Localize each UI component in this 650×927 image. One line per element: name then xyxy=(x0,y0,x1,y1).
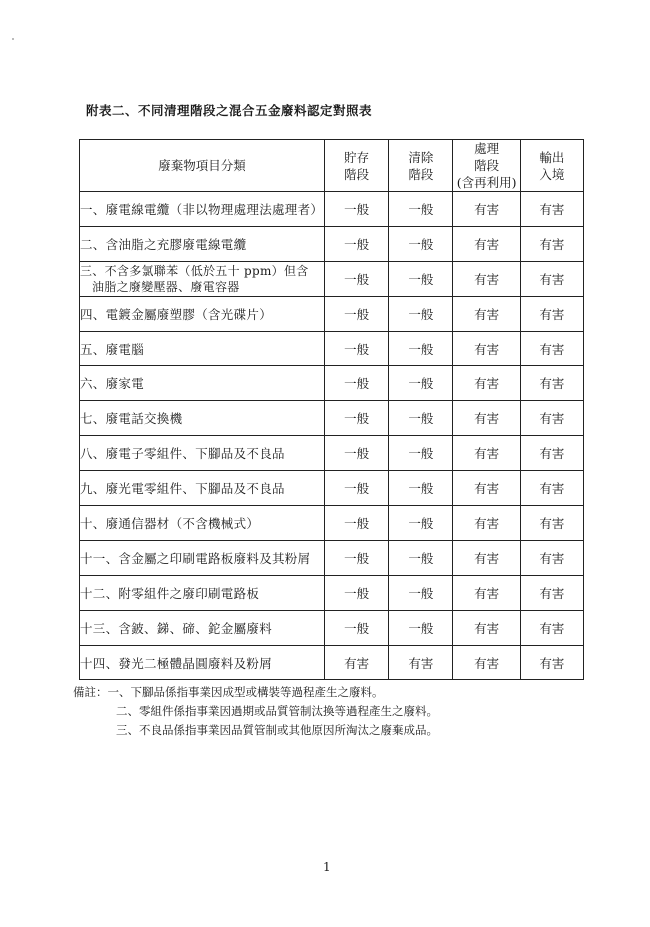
scan-speck xyxy=(12,38,14,40)
item-line: 三、不含多氯聯苯（低於五十 ppm）但含 xyxy=(80,263,309,278)
header-clearance-line1: 清除 xyxy=(408,149,434,165)
table-row xyxy=(80,575,584,610)
item-cell: 六、廢家電 xyxy=(80,366,325,401)
storage-cell: 有害 xyxy=(324,645,388,680)
item-cell: 十四、發光二極體晶圓廢料及粉屑 xyxy=(80,645,325,680)
storage-cell: 一般 xyxy=(324,192,388,227)
clearance-cell: 一般 xyxy=(389,575,453,610)
storage-cell: 一般 xyxy=(324,436,388,471)
table-row xyxy=(80,261,584,296)
table-row xyxy=(80,366,584,401)
table-title: 附表二、不同清理階段之混合五金廢料認定對照表 xyxy=(86,103,373,118)
header-storage-line2: 階段 xyxy=(344,166,370,182)
storage-cell: 一般 xyxy=(324,540,388,575)
clearance-cell: 有害 xyxy=(389,645,453,680)
export-cell: 有害 xyxy=(520,436,583,471)
note-item: 二、零組件係指事業因過期或品質管制汰換等過程產生之廢料。 xyxy=(116,704,438,718)
note-row xyxy=(73,702,438,721)
header-storage xyxy=(324,140,388,192)
header-storage-line1: 貯存 xyxy=(344,149,370,165)
page-number: 1 xyxy=(323,860,331,874)
item-cell: 八、廢電子零組件、下腳品及不良品 xyxy=(80,436,325,471)
export-cell: 有害 xyxy=(520,645,583,680)
item-line: 油脂之廢變壓器、廢電容器 xyxy=(92,279,240,294)
table-header-row xyxy=(80,140,584,192)
notes-section xyxy=(73,683,438,740)
header-export xyxy=(520,140,583,192)
table-row xyxy=(80,401,584,436)
table-row xyxy=(80,192,584,227)
export-cell: 有害 xyxy=(520,506,583,541)
storage-cell: 一般 xyxy=(324,226,388,261)
item-cell: 九、廢光電零組件、下腳品及不良品 xyxy=(80,471,325,506)
item-cell: 一、廢電線電纜（非以物理處理法處理者） xyxy=(80,192,325,227)
export-cell: 有害 xyxy=(520,575,583,610)
header-treatment-line3: (含再利用) xyxy=(456,175,517,190)
storage-cell: 一般 xyxy=(324,506,388,541)
item-cell: 二、含油脂之充膠廢電線電纜 xyxy=(80,226,325,261)
clearance-cell: 一般 xyxy=(389,540,453,575)
export-cell: 有害 xyxy=(520,471,583,506)
item-cell xyxy=(80,261,325,296)
treatment-cell: 有害 xyxy=(453,506,520,541)
storage-cell: 一般 xyxy=(324,296,388,331)
table-row xyxy=(80,506,584,541)
treatment-cell: 有害 xyxy=(453,540,520,575)
clearance-cell: 一般 xyxy=(389,331,453,366)
table-row xyxy=(80,471,584,506)
clearance-cell: 一般 xyxy=(389,401,453,436)
treatment-cell: 有害 xyxy=(453,436,520,471)
header-clearance-line2: 階段 xyxy=(408,166,434,182)
clearance-cell: 一般 xyxy=(389,226,453,261)
item-cell: 四、電鍍金屬廢塑膠（含光碟片） xyxy=(80,296,325,331)
treatment-cell: 有害 xyxy=(453,192,520,227)
export-cell: 有害 xyxy=(520,261,583,296)
clearance-cell: 一般 xyxy=(389,261,453,296)
table-row xyxy=(80,540,584,575)
classification-table xyxy=(79,139,584,680)
item-cell: 十、廢通信器材（不含機械式） xyxy=(80,506,325,541)
export-cell: 有害 xyxy=(520,226,583,261)
export-cell: 有害 xyxy=(520,401,583,436)
notes-label: 備註： xyxy=(73,685,108,699)
treatment-cell: 有害 xyxy=(453,331,520,366)
export-cell: 有害 xyxy=(520,296,583,331)
clearance-cell: 一般 xyxy=(389,436,453,471)
storage-cell: 一般 xyxy=(324,575,388,610)
storage-cell: 一般 xyxy=(324,471,388,506)
item-cell: 七、廢電話交換機 xyxy=(80,401,325,436)
treatment-cell: 有害 xyxy=(453,471,520,506)
note-item: 一、下腳品係指事業因成型或構裝等過程產生之廢料。 xyxy=(107,685,384,699)
clearance-cell: 一般 xyxy=(389,192,453,227)
note-item: 三、不良品係指事業因品質管制或其他原因所淘汰之廢棄成品。 xyxy=(116,723,438,737)
header-category: 廢棄物項目分類 xyxy=(80,140,325,192)
note-row xyxy=(73,721,438,740)
export-cell: 有害 xyxy=(520,331,583,366)
header-treatment-line2: 階段 xyxy=(474,158,500,173)
header-treatment-line1: 處理 xyxy=(474,141,500,156)
table-row xyxy=(80,296,584,331)
table-row xyxy=(80,436,584,471)
table-row xyxy=(80,331,584,366)
export-cell: 有害 xyxy=(520,540,583,575)
table-row xyxy=(80,645,584,680)
treatment-cell: 有害 xyxy=(453,261,520,296)
treatment-cell: 有害 xyxy=(453,401,520,436)
header-export-line1: 輸出 xyxy=(539,149,565,165)
clearance-cell: 一般 xyxy=(389,366,453,401)
storage-cell: 一般 xyxy=(324,331,388,366)
item-cell: 五、廢電腦 xyxy=(80,331,325,366)
treatment-cell: 有害 xyxy=(453,226,520,261)
export-cell: 有害 xyxy=(520,366,583,401)
item-cell: 十一、含金屬之印刷電路板廢料及其粉屑 xyxy=(80,540,325,575)
clearance-cell: 一般 xyxy=(389,610,453,645)
treatment-cell: 有害 xyxy=(453,575,520,610)
export-cell: 有害 xyxy=(520,192,583,227)
header-treatment xyxy=(453,140,520,192)
storage-cell: 一般 xyxy=(324,401,388,436)
treatment-cell: 有害 xyxy=(453,645,520,680)
storage-cell: 一般 xyxy=(324,261,388,296)
storage-cell: 一般 xyxy=(324,610,388,645)
treatment-cell: 有害 xyxy=(453,296,520,331)
export-cell: 有害 xyxy=(520,610,583,645)
storage-cell: 一般 xyxy=(324,366,388,401)
clearance-cell: 一般 xyxy=(389,506,453,541)
treatment-cell: 有害 xyxy=(453,610,520,645)
note-row xyxy=(73,683,438,702)
treatment-cell: 有害 xyxy=(453,366,520,401)
clearance-cell: 一般 xyxy=(389,471,453,506)
header-export-line2: 入境 xyxy=(539,166,565,182)
clearance-cell: 一般 xyxy=(389,296,453,331)
header-clearance xyxy=(389,140,453,192)
table-row xyxy=(80,226,584,261)
table-row xyxy=(80,610,584,645)
item-cell: 十二、附零組件之廢印刷電路板 xyxy=(80,575,325,610)
item-cell: 十三、含鈹、銻、碲、鉈金屬廢料 xyxy=(80,610,325,645)
